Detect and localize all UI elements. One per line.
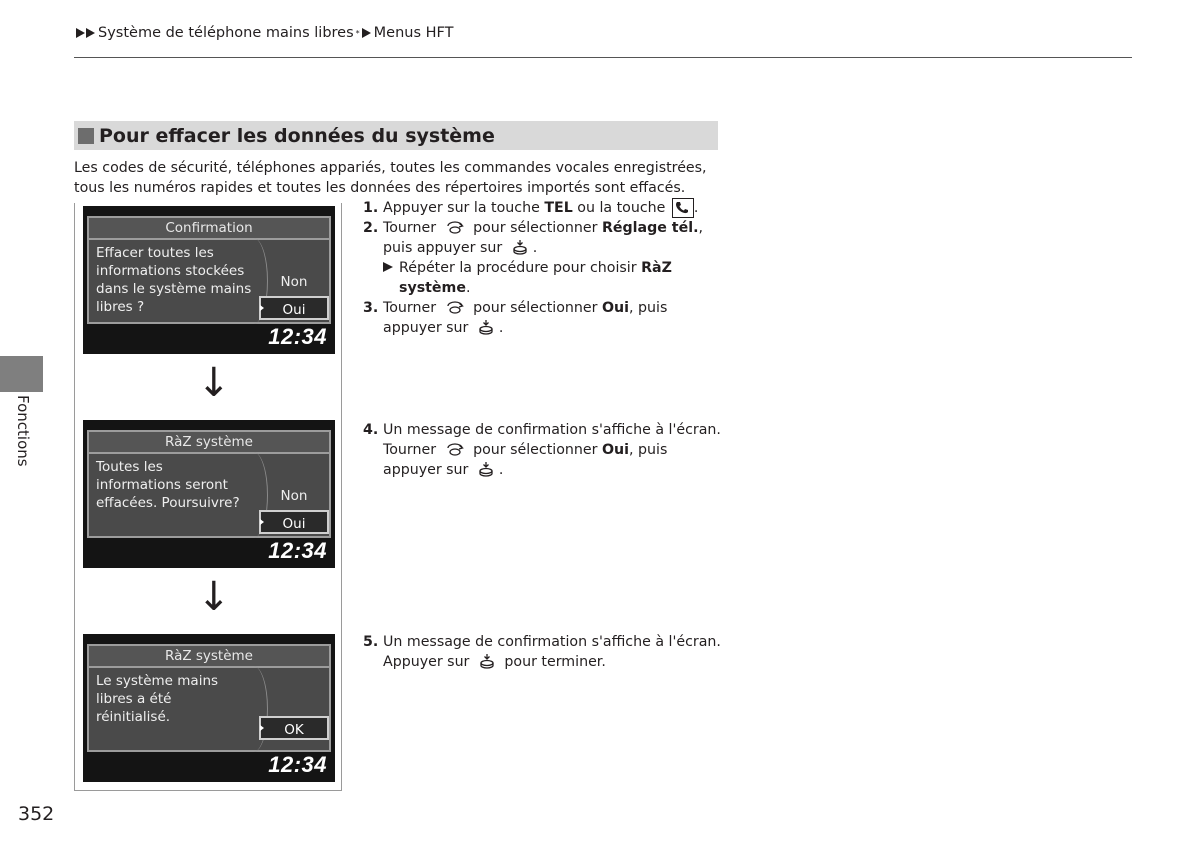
display-screen-raz — [83, 420, 335, 568]
step-3 — [363, 298, 723, 338]
step-5 — [363, 632, 723, 672]
menu-item-name: Réglage tél. — [601, 220, 699, 236]
breadcrumb-star: * — [355, 28, 360, 38]
option-ok-selected[interactable]: OK — [259, 716, 329, 740]
step-text-part: , puis appuyer sur — [383, 442, 668, 478]
step-number: 5. — [363, 634, 379, 650]
step-text — [383, 198, 723, 218]
note-text — [399, 258, 723, 298]
page-number: 352 — [18, 803, 55, 825]
steps-group-2 — [363, 420, 723, 480]
section-title: Pour effacer les données du système — [99, 124, 495, 147]
side-tab-label: Fonctions — [14, 395, 32, 467]
screen-message: Effacer toutes les informations stockées dans le système mains libres ? — [96, 245, 252, 315]
steps-group-1 — [363, 198, 723, 338]
step-text — [383, 218, 723, 298]
steps-group-3 — [363, 632, 723, 672]
breadcrumb-part1[interactable]: Système de téléphone mains libres — [98, 25, 354, 41]
section-square-icon — [78, 128, 94, 144]
phone-key-icon — [672, 198, 694, 218]
screen-frame — [87, 216, 331, 324]
down-arrow-icon: ↓ — [197, 360, 231, 406]
header-divider — [74, 57, 1132, 58]
step-number: 1. — [363, 200, 379, 216]
note-text-part: . — [465, 280, 471, 296]
step-text-part: Tourner — [383, 220, 441, 236]
step-4 — [363, 420, 723, 480]
step-text-part: Un message de confirmation s'affiche à l'écran. Appuyer sur — [383, 634, 721, 670]
step-text-part: Appuyer sur la touche — [383, 200, 545, 216]
option-oui-selected[interactable]: Oui — [259, 296, 329, 320]
breadcrumb-arrow-icon — [86, 28, 95, 38]
screen-clock: 12:34 — [268, 324, 327, 349]
step-text-part: . — [498, 320, 504, 336]
screen-clock: 12:34 — [268, 538, 327, 563]
option-name: Oui — [601, 442, 629, 458]
step-text-part: , puis appuyer sur — [383, 300, 668, 336]
step-number: 2. — [363, 220, 379, 236]
rotate-knob-icon — [445, 220, 465, 235]
note-text-part: Répéter la procédure pour choisir — [399, 260, 642, 276]
rotate-knob-icon — [445, 300, 465, 315]
screen-clock: 12:34 — [268, 752, 327, 777]
section-header — [74, 121, 718, 150]
screens-column — [74, 203, 342, 791]
display-screen-reset-done — [83, 634, 335, 782]
step-text-part: , puis appuyer sur — [383, 220, 703, 256]
step-text-part: ou la touche — [572, 200, 670, 216]
screen-message: Le système mains libres a été réinitialisé. — [96, 673, 219, 725]
side-tab — [0, 356, 43, 392]
step-text-part: pour terminer. — [499, 654, 606, 670]
option-non[interactable]: Non — [280, 488, 308, 504]
step-text-part: . — [532, 240, 538, 256]
press-knob-icon — [511, 239, 529, 255]
section-intro: Les codes de sécurité, téléphones appariés, toutes les commandes vocales enregistrées, tous les numéros rapides et toutes les données des répertoires importés sont effacés. — [74, 160, 707, 196]
option-oui-selected[interactable]: Oui — [259, 510, 329, 534]
note-arrow-icon — [383, 262, 393, 272]
step-text-part: . — [693, 200, 699, 216]
step-2-note — [383, 258, 723, 298]
screen-title: Confirmation — [89, 218, 329, 240]
breadcrumb-part2[interactable]: Menus HFT — [373, 25, 454, 41]
rotate-knob-icon — [445, 442, 465, 457]
step-number: 4. — [363, 422, 379, 438]
screen-frame — [87, 644, 331, 752]
press-knob-icon — [477, 319, 495, 335]
breadcrumb-arrow-icon — [76, 28, 85, 38]
menu-item-name: RàZ système — [399, 260, 672, 296]
step-text-part: Un message de confirmation s'affiche à l'écran. Tourner — [383, 422, 721, 458]
press-knob-icon — [478, 653, 496, 669]
step-text-part: Tourner — [383, 300, 441, 316]
down-arrow-icon: ↓ — [197, 574, 231, 620]
tel-key-label: TEL — [544, 200, 573, 216]
step-text-part: pour sélectionner — [468, 442, 602, 458]
step-text-part: pour sélectionner — [468, 220, 602, 236]
step-text — [383, 632, 723, 672]
step-2 — [363, 218, 723, 298]
press-knob-icon — [477, 461, 495, 477]
screen-title: RàZ système — [89, 646, 329, 668]
display-screen-confirmation — [83, 206, 335, 354]
step-text-part: pour sélectionner — [468, 300, 602, 316]
option-non[interactable]: Non — [280, 274, 308, 290]
step-1 — [363, 198, 723, 218]
screen-title: RàZ système — [89, 432, 329, 454]
option-name: Oui — [601, 300, 629, 316]
step-text — [383, 298, 723, 338]
step-number: 3. — [363, 300, 379, 316]
breadcrumb — [76, 25, 455, 41]
step-text-part: . — [498, 462, 504, 478]
screen-frame — [87, 430, 331, 538]
step-text — [383, 420, 723, 480]
screen-message: Toutes les informations seront effacées. Poursuivre? — [96, 459, 240, 511]
breadcrumb-arrow-icon — [362, 28, 371, 38]
